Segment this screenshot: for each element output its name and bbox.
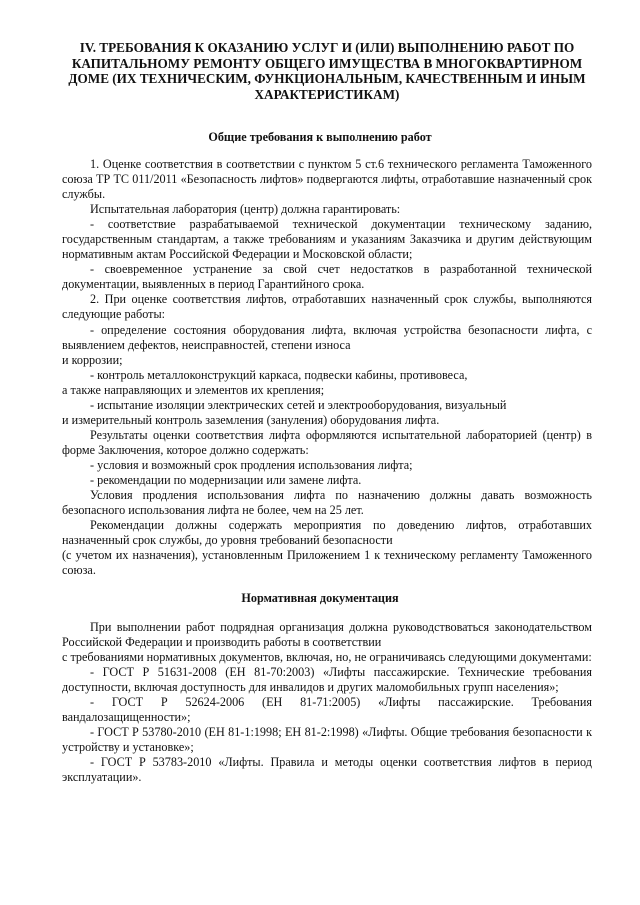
paragraph: с требованиями нормативных документов, включая, но, не ограничиваясь следующими документами:: [62, 650, 592, 665]
paragraph: - ГОСТ Р 53780-2010 (ЕН 81-1:1998; ЕН 81-2:1998) «Лифты. Общие требования безопасности к устройству и установке»;: [62, 725, 592, 755]
paragraph: - условия и возможный срок продления использования лифта;: [90, 457, 413, 472]
paragraph: Испытательная лаборатория (центр) должна гарантировать:: [90, 202, 401, 217]
paragraph: а также направляющих и элементов их крепления;: [62, 382, 325, 397]
paragraph: и измерительный контроль заземления (зануления) оборудования лифта.: [62, 412, 440, 427]
paragraph: - определение состояния оборудования лифта, включая устройства безопасности лифта, с выявлением дефектов, неисправностей, степени износа: [62, 322, 592, 352]
paragraph: Рекомендации должны содержать мероприятия по доведению лифтов, отработавших назначенный срок службы, до уровня требований безопасности: [62, 518, 592, 548]
document-title: IV. ТРЕБОВАНИЯ К ОКАЗАНИЮ УСЛУГ И (ИЛИ) ВЫПОЛНЕНИЮ РАБОТ ПО КАПИТАЛЬНОМУ РЕМОНТУ ОБЩЕГО ИМУЩЕСТВА В МНОГОКВАРТИРНОМ ДОМЕ (ИХ ТЕХНИЧЕСКИМ, ФУНКЦИОНАЛЬНЫМ, КАЧЕСТВЕННЫМ И ИНЫМ ХАРАКТЕРИСТИКАМ): [68, 40, 586, 102]
paragraph: 1. Оценке соответствия в соответствии с пунктом 5 ст.6 технического регламента Таможенного союза ТР ТС 011/2011 «Безопасность лифтов» подвергаются лифты, отработавшие назначенный срок службы.: [62, 157, 592, 202]
paragraph: - соответствие разрабатываемой технической документации техническому заданию, государственным стандартам, а также требованиям и указаниям Заказчика и другим действующим нормативным актам Российской Федерации и Московской области;: [62, 217, 592, 262]
section-heading-general-requirements: Общие требования к выполнению работ: [208, 130, 432, 144]
paragraph: Условия продления использования лифта по назначению должны давать возможность безопасного использования лифта не более, чем на 25 лет.: [62, 488, 592, 518]
paragraph: - контроль металлоконструкций каркаса, подвески кабины, противовеса,: [90, 367, 468, 382]
paragraph: и коррозии;: [62, 352, 123, 367]
paragraph: - испытание изоляции электрических сетей и электрооборудования, визуальный: [90, 397, 507, 412]
paragraph: - ГОСТ Р 53783-2010 «Лифты. Правила и методы оценки соответствия лифтов в период эксплуатации».: [62, 755, 592, 785]
section-body-normative-docs: [62, 620, 592, 786]
paragraph: 2. При оценке соответствия лифтов, отработавших назначенный срок службы, выполняются следующие работы:: [62, 292, 592, 322]
section-body-general-requirements: [62, 157, 592, 578]
paragraph: (с учетом их назначения), установленным Приложением 1 к техническому регламенту Таможенного союза.: [62, 548, 592, 578]
paragraph: - ГОСТ Р 51631-2008 (ЕН 81-70:2003) «Лифты пассажирские. Технические требования доступности, включая доступность для инвалидов и других маломобильных групп населения»;: [62, 665, 592, 695]
paragraph: - ГОСТ Р 52624-2006 (ЕН 81-71:2005) «Лифты пассажирские. Требования вандалозащищенности»;: [62, 695, 592, 725]
paragraph: При выполнении работ подрядная организация должна руководствоваться законодательством Российской Федерации и производить работы в соответствии: [62, 620, 592, 650]
paragraph: Результаты оценки соответствия лифта оформляются испытательной лабораторией (центр) в форме Заключения, которое должно содержать:: [62, 427, 592, 457]
paragraph: - своевременное устранение за свой счет недостатков в разработанной технической документации, выявленных в период Гарантийного срока.: [62, 262, 592, 292]
paragraph: - рекомендации по модернизации или замене лифта.: [90, 472, 362, 487]
section-heading-normative-docs: Нормативная документация: [241, 591, 399, 605]
